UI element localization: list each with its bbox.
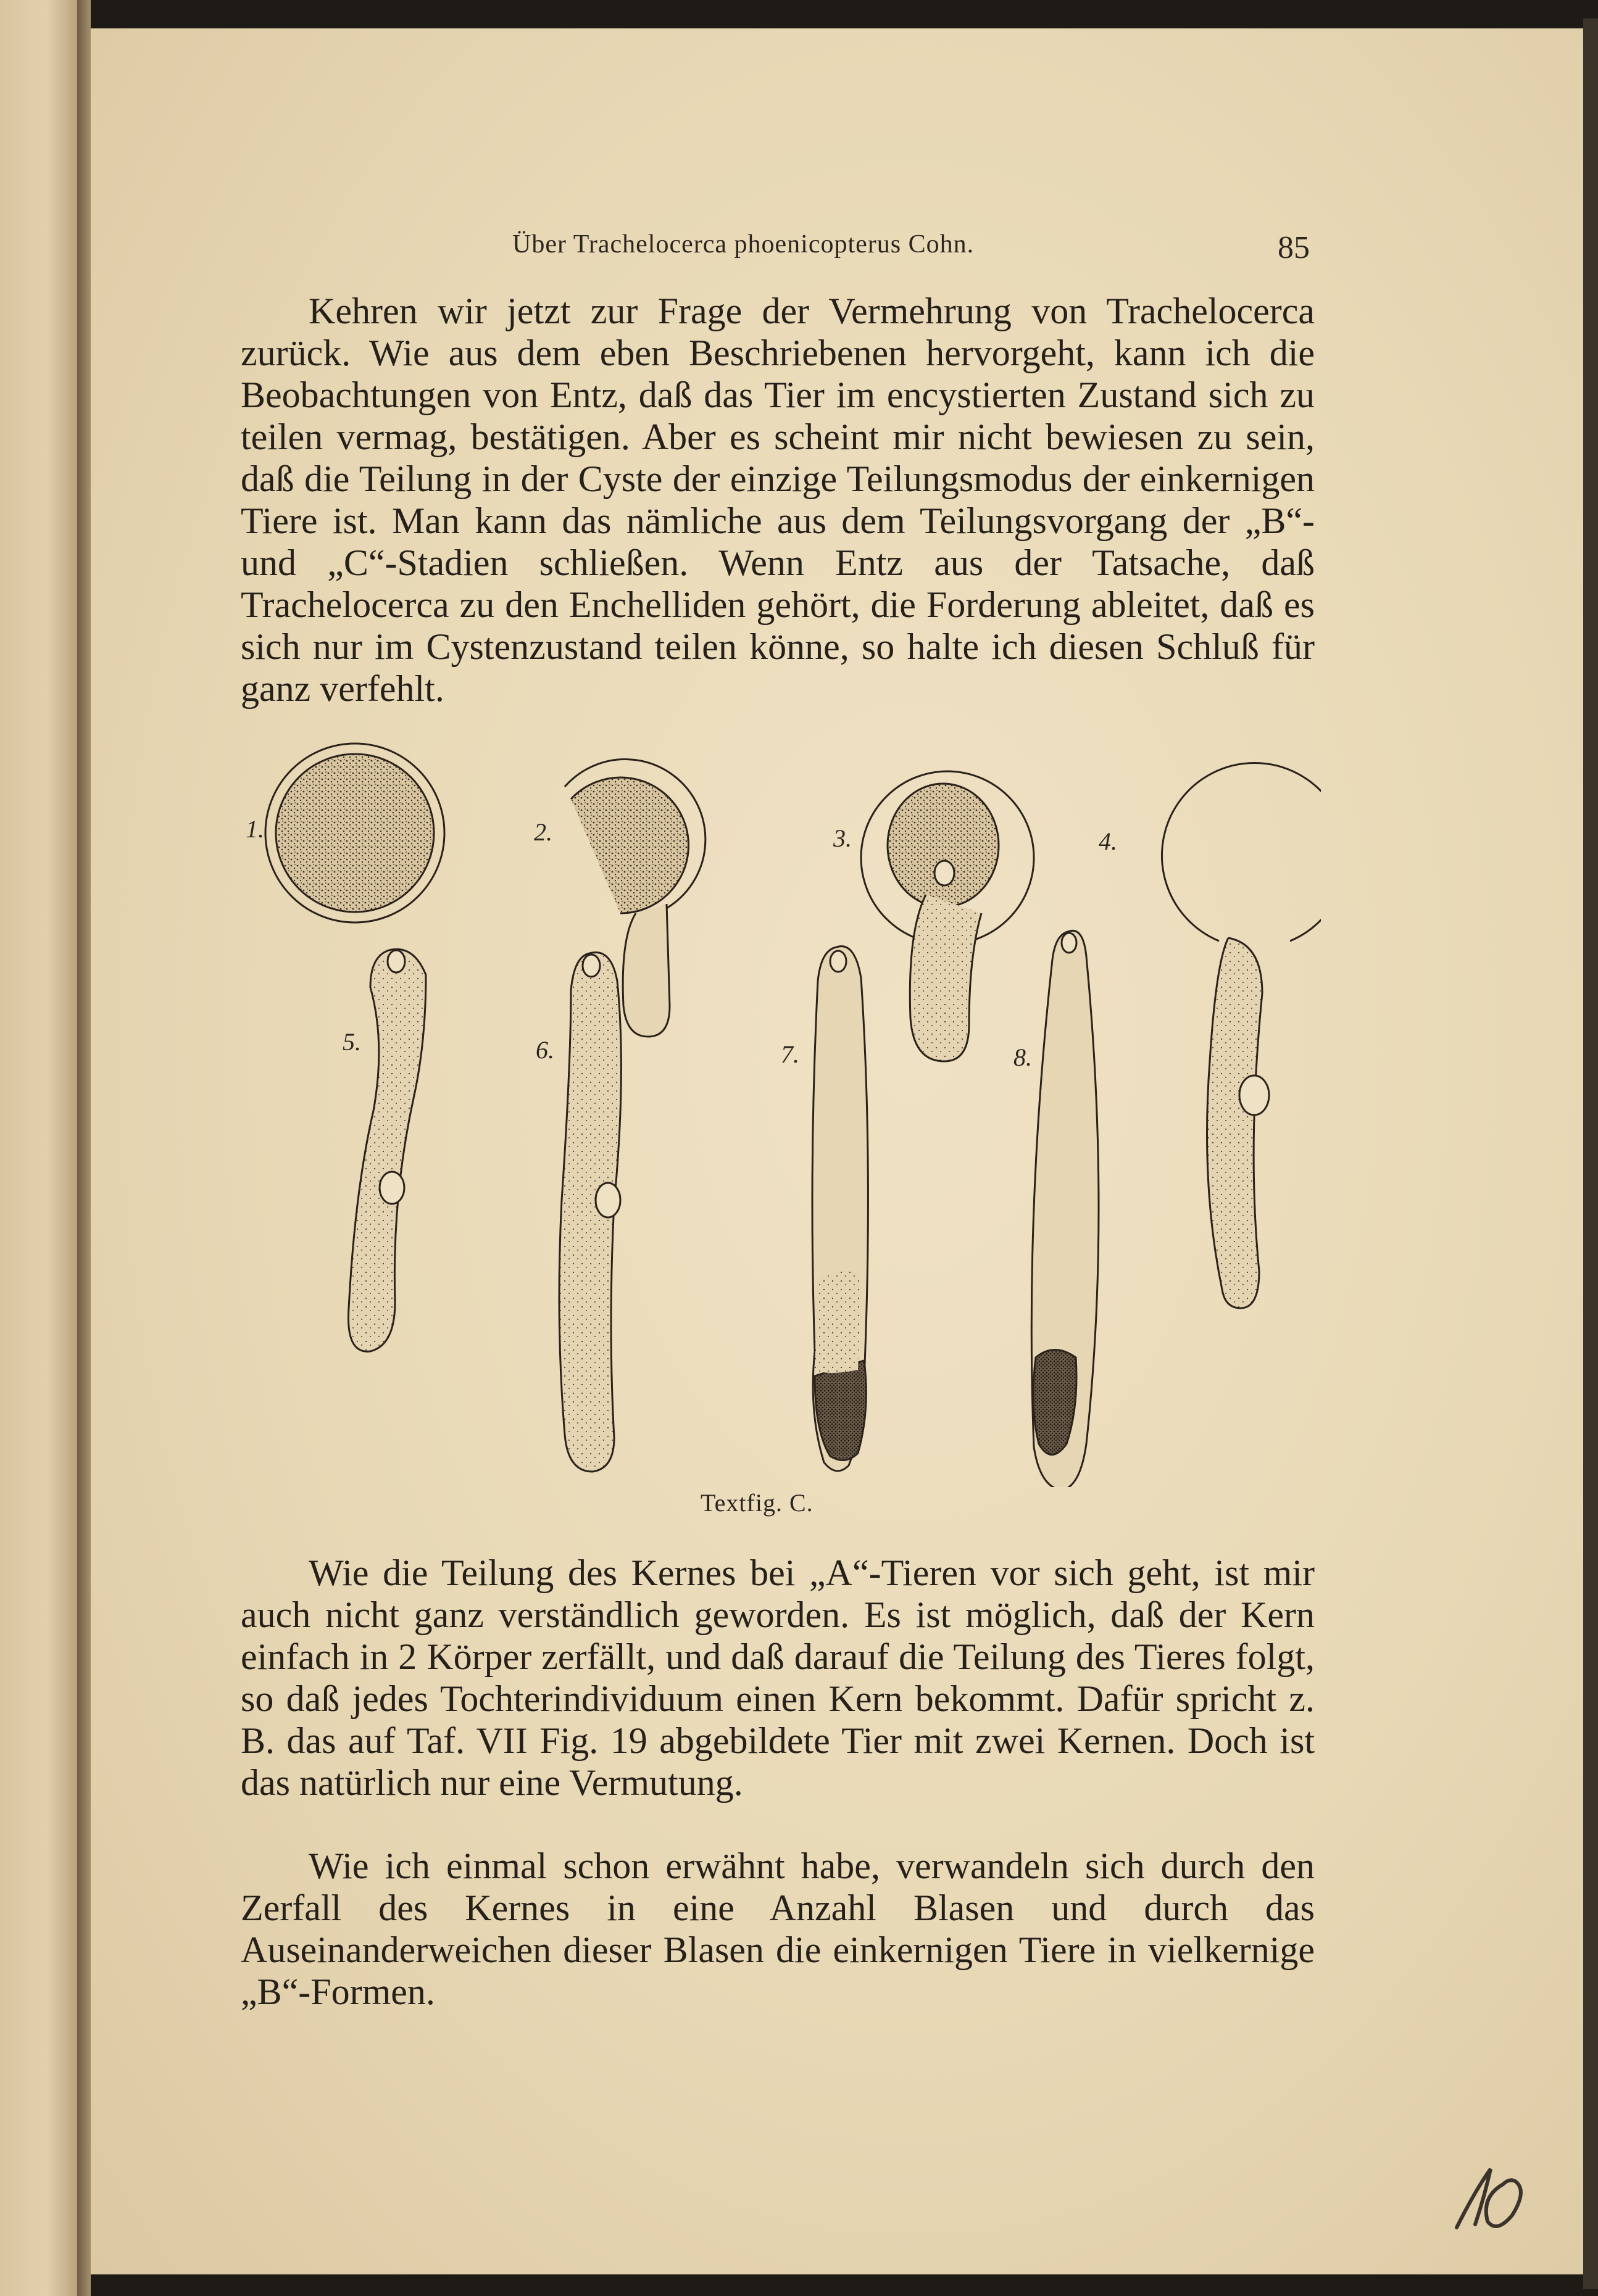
figure-label-3: 3. (833, 824, 852, 852)
figure-3-cyst (861, 771, 1034, 1061)
book-gutter (77, 0, 91, 2296)
figure-label-1: 1. (246, 815, 264, 843)
handwritten-page-note (1444, 2160, 1543, 2234)
figure-label-4: 4. (1099, 827, 1117, 855)
text-figure-c (235, 734, 1321, 1487)
figure-label-7: 7. (781, 1040, 799, 1068)
running-title: Über Trachelocerca phoenicopterus Cohn. (512, 230, 975, 259)
figure-5-organism (348, 949, 426, 1351)
paragraph: Wie ich einmal schon erwähnt habe, verwandeln sich durch den Zerfall des Kernes in eine Anzahl Blasen und durch das Auseinanderweichen dieser Blasen die einkernigen Tiere in vielkernige „B“-Formen. (241, 1846, 1315, 2012)
body-text-bottom-1 (241, 1552, 1315, 1804)
body-text-top (241, 290, 1315, 710)
page-number: 85 (1278, 230, 1310, 265)
figure-caption: Textfig. C. (701, 1489, 814, 1517)
figure-label-5: 5. (343, 1028, 361, 1056)
figure-label-6: 6. (536, 1036, 554, 1064)
figure-4-cyst (1162, 763, 1321, 1308)
page-right-edge (1583, 19, 1598, 2289)
figure-label-8: 8. (1013, 1043, 1032, 1071)
protozoa-drawings (235, 734, 1321, 1487)
figure-1-cyst (265, 744, 444, 922)
pencil-numeral (1444, 2160, 1543, 2234)
paragraph: Kehren wir jetzt zur Frage der Vermehrung von Trachelocerca zurück. Wie aus dem eben Beschriebenen hervorgeht, kann ich die Beobachtungen von Entz, daß das Tier im encystierten Zustand sich zu teilen vermag, bestätigen. Aber es scheint mir nicht bewiesen zu sein, daß die Teilung in der Cyste der einzige Teilungsmodus der einkernigen Tiere ist. Man kann das nämliche aus dem Teilungsvorgang der „B“- und „C“-Stadien schließen. Wenn Entz aus der Tatsache, daß Trachelocerca zu den Enchelliden gehört, die Forderung ableitet, daß es sich nur im Cystenzustand teilen könne, so halte ich diesen Schluß für ganz verfehlt. (241, 291, 1315, 709)
figure-6-organism (559, 952, 621, 1472)
body-text-bottom-2 (241, 1845, 1315, 2013)
figure-label-2: 2. (534, 818, 552, 846)
figure-7-organism (812, 947, 868, 1471)
paragraph: Wie die Teilung des Kernes bei „A“-Tieren vor sich geht, ist mir auch nicht ganz verständlich geworden. Es ist möglich, daß der Kern einfach in 2 Körper zerfällt, und daß darauf die Teilung des Tieres folgt, so daß jedes Tochterindividuum einen Kern bekommt. Dafür spricht z. B. das auf Taf. VII Fig. 19 abgebildete Tier mit zwei Kernen. Doch ist das natürlich nur eine Vermutung. (241, 1552, 1315, 1803)
previous-page-edge (0, 0, 77, 2296)
figure-8-organism (1031, 930, 1099, 1487)
